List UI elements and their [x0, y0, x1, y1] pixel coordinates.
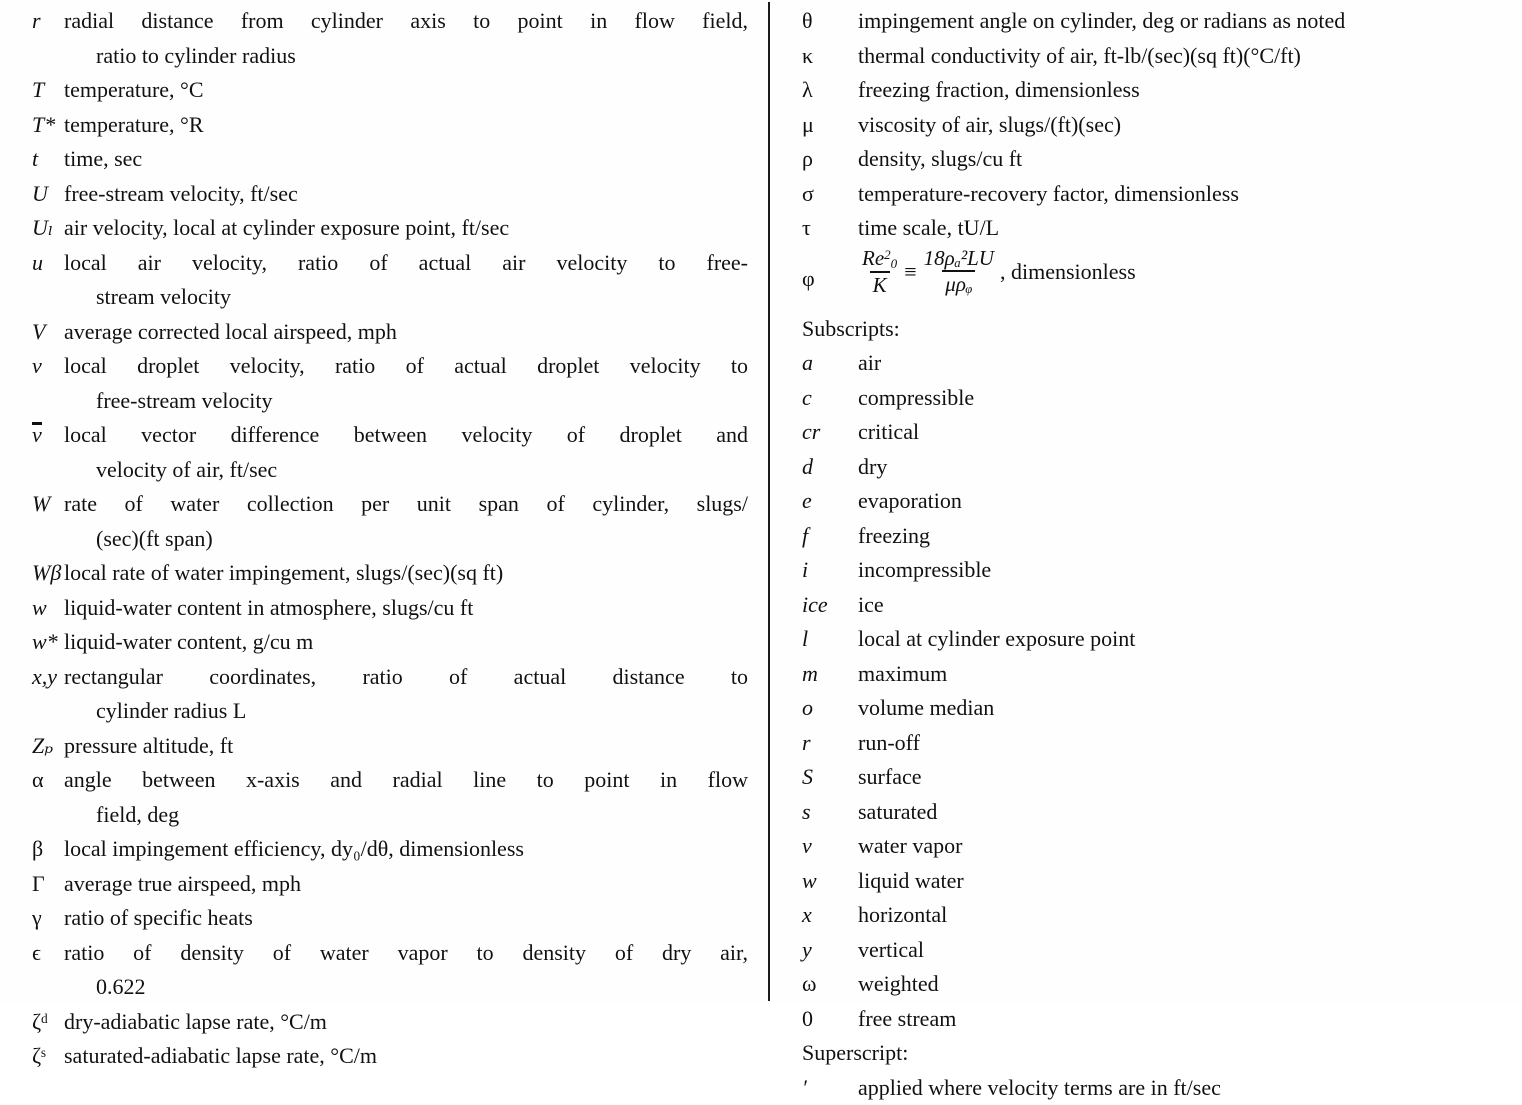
definition [856, 864, 1522, 899]
symbol: U [0, 177, 62, 212]
definition-line: (sec)(ft span) [64, 522, 748, 557]
definition-line: viscosity of air, slugs/(ft)(sec) [858, 108, 1512, 143]
subscript-entry [794, 795, 1522, 830]
fraction-denominator: μρᵩ [942, 270, 975, 295]
definition-line: liquid-water content in atmosphere, slugs/cu ft [64, 591, 748, 626]
symbol: T [0, 73, 62, 108]
superscript-entry [794, 1071, 1522, 1105]
definition [856, 381, 1522, 416]
symbol: t [0, 142, 62, 177]
symbol: d [794, 450, 856, 485]
definition-line: ratio to cylinder radius [64, 39, 748, 74]
definition [856, 657, 1522, 692]
definition-line: time, sec [64, 142, 748, 177]
symbol: V [0, 315, 62, 350]
nomenclature-entry-phi [794, 246, 1522, 312]
definition-line: 0.622 [64, 970, 748, 1005]
definition [856, 898, 1522, 933]
nomenclature-entry [794, 4, 1522, 39]
definition-formula [856, 246, 1522, 298]
subscript-0: 0 [891, 255, 898, 270]
symbol: v [794, 829, 856, 864]
nomenclature-entry [0, 901, 768, 936]
definition [856, 39, 1522, 74]
definition-line: dry [858, 450, 1512, 485]
definition [856, 142, 1522, 177]
definition [62, 4, 768, 73]
symbol: f [794, 519, 856, 554]
definition-line: velocity of air, ft/sec [64, 453, 748, 488]
definition [856, 177, 1522, 212]
reynolds-over-k-fraction [859, 247, 900, 297]
definition-line: dry-adiabatic lapse rate, °C/m [64, 1005, 748, 1040]
definition-line: compressible [858, 381, 1512, 416]
symbol: u [0, 246, 62, 281]
definition [62, 177, 768, 212]
symbol: T* [0, 108, 62, 143]
subscript-entry [794, 1002, 1522, 1037]
symbol-vector-v: v [0, 418, 62, 453]
symbol: ω [794, 967, 856, 1002]
definition-line: local at cylinder exposure point [858, 622, 1512, 657]
definition-line: incompressible [858, 553, 1512, 588]
definition [62, 349, 768, 418]
symbol: r [0, 4, 62, 39]
definition [62, 315, 768, 350]
definition [856, 553, 1522, 588]
subscript-entry [794, 864, 1522, 899]
definition-line: ratio of density of water vapor to density of dry air, [64, 936, 748, 971]
nomenclature-entry [0, 4, 768, 73]
subscript-entry [794, 933, 1522, 968]
definition-line: evaporation [858, 484, 1512, 519]
definition [856, 622, 1522, 657]
symbol: v [0, 349, 62, 384]
definition [62, 418, 768, 487]
nomenclature-entry [0, 936, 768, 1005]
definition [856, 211, 1522, 246]
subscript-entry [794, 346, 1522, 381]
nomenclature-entry [0, 73, 768, 108]
definition [62, 591, 768, 626]
nomenclature-entry [0, 1005, 768, 1040]
symbol: τ [794, 211, 856, 246]
definition [856, 588, 1522, 623]
definition-line: radial distance from cylinder axis to point in flow field, [64, 4, 748, 39]
subscript-entry [794, 622, 1522, 657]
symbol: θ [794, 4, 856, 39]
symbol: ϵ [0, 936, 62, 971]
definition [62, 625, 768, 660]
definition [856, 967, 1522, 1002]
symbol: y [794, 933, 856, 968]
definition-line: local air velocity, ratio of actual air velocity to free- [64, 246, 748, 281]
symbol: γ [0, 901, 62, 936]
definition-line: freezing [858, 519, 1512, 554]
symbol: W [0, 487, 62, 522]
definition-line: run-off [858, 726, 1512, 761]
subscript-entry [794, 381, 1522, 416]
formula-tail-text: , dimensionless [998, 260, 1136, 283]
symbol: w [0, 591, 62, 626]
definition-line: freezing fraction, dimensionless [858, 73, 1512, 108]
definition-line: impingement angle on cylinder, deg or radians as noted [858, 4, 1512, 39]
definition-line: ice [858, 588, 1512, 623]
symbol: x [794, 898, 856, 933]
subscript-entry [794, 829, 1522, 864]
definition [856, 346, 1522, 381]
symbol: r [794, 726, 856, 761]
definition [62, 246, 768, 315]
definition [856, 519, 1522, 554]
symbol: β [0, 832, 62, 867]
definition [856, 1002, 1522, 1037]
symbol: m [794, 657, 856, 692]
definition-line: air [858, 346, 1512, 381]
definition-line: free-stream velocity [64, 384, 748, 419]
nomenclature-entry [0, 246, 768, 315]
nomenclature-entry [0, 625, 768, 660]
left-symbol-column [0, 0, 768, 1003]
nomenclature-entry [0, 349, 768, 418]
definition [62, 73, 768, 108]
definition-line: pressure altitude, ft [64, 729, 748, 764]
subscript-entry [794, 484, 1522, 519]
definition-line: vertical [858, 933, 1512, 968]
definition [856, 933, 1522, 968]
nomenclature-entry [0, 487, 768, 556]
definition-line: saturated-adiabatic lapse rate, °C/m [64, 1039, 748, 1074]
nomenclature-entry [0, 832, 768, 867]
subscripts-heading: Subscripts: [794, 312, 1522, 347]
definition [62, 763, 768, 832]
definition [856, 795, 1522, 830]
definition [62, 211, 768, 246]
definition-line: cylinder radius L [64, 694, 748, 729]
definition-line: liquid water [858, 864, 1512, 899]
nomenclature-entry [0, 108, 768, 143]
subscript-entry [794, 760, 1522, 795]
phi-formula [858, 247, 1136, 297]
nomenclature-entry [0, 315, 768, 350]
definition [856, 484, 1522, 519]
definition-line: local droplet velocity, ratio of actual droplet velocity to [64, 349, 748, 384]
definition [856, 691, 1522, 726]
expression-fraction [921, 247, 997, 295]
definition [62, 660, 768, 729]
definition-line: surface [858, 760, 1512, 795]
symbol: Γ [0, 867, 62, 902]
nomenclature-entry [794, 73, 1522, 108]
subscript-entry [794, 691, 1522, 726]
subscript-entry [794, 726, 1522, 761]
definition-line: stream velocity [64, 280, 748, 315]
definition [62, 487, 768, 556]
definition-line: applied where velocity terms are in ft/sec [858, 1071, 1512, 1105]
subscript-entry [794, 657, 1522, 692]
nomenclature-entry [0, 211, 768, 246]
subscript-entry [794, 519, 1522, 554]
nomenclature-entry [0, 177, 768, 212]
definition [62, 936, 768, 1005]
definition [62, 1005, 768, 1040]
symbol: ice [794, 588, 856, 623]
definition-line: field, deg [64, 798, 748, 833]
nomenclature-entry [0, 418, 768, 487]
definition-line: local rate of water impingement, slugs/(sec)(sq ft) [64, 556, 748, 591]
symbol-prime: ′ [794, 1071, 856, 1105]
symbol: w* [0, 625, 62, 660]
definition-line: density, slugs/cu ft [858, 142, 1512, 177]
definition [62, 901, 768, 936]
symbol: w [794, 864, 856, 899]
symbol: ζᵈ [0, 1005, 62, 1040]
definition-line: average corrected local airspeed, mph [64, 315, 748, 350]
nomenclature-entry [0, 763, 768, 832]
fraction-numerator: 18ρₐ²LU [921, 247, 997, 270]
symbol: s [794, 795, 856, 830]
symbol: φ [794, 246, 856, 312]
definition-line: temperature, °R [64, 108, 748, 143]
nomenclature-entry [794, 177, 1522, 212]
symbol: α [0, 763, 62, 798]
definition-line: free stream [858, 1002, 1512, 1037]
definition-line: time scale, tU/L [858, 211, 1512, 246]
symbol: κ [794, 39, 856, 74]
subscript-entry [794, 553, 1522, 588]
definition [62, 1039, 768, 1074]
definition-line: critical [858, 415, 1512, 450]
definition-line: air velocity, local at cylinder exposure point, ft/sec [64, 211, 748, 246]
definition-line: ratio of specific heats [64, 901, 748, 936]
symbol: i [794, 553, 856, 588]
right-symbol-column [768, 0, 1522, 1003]
definition-line: local impingement efficiency, dy₀/dθ, dimensionless [64, 832, 748, 867]
symbol: l [794, 622, 856, 657]
symbol: Zₚ [0, 729, 62, 764]
nomenclature-entry [0, 142, 768, 177]
definition-line: saturated [858, 795, 1512, 830]
nomenclature-entry [794, 108, 1522, 143]
nomenclature-entry [794, 39, 1522, 74]
definition [62, 729, 768, 764]
symbol: S [794, 760, 856, 795]
nomenclature-entry [0, 867, 768, 902]
symbol: λ [794, 73, 856, 108]
subscript-entry [794, 415, 1522, 450]
definition [856, 4, 1522, 39]
nomenclature-entry [794, 211, 1522, 246]
definition [856, 73, 1522, 108]
definition [62, 142, 768, 177]
definition [856, 1071, 1522, 1105]
definition-line: weighted [858, 967, 1512, 1002]
symbol: μ [794, 108, 856, 143]
nomenclature-entry [0, 591, 768, 626]
definition [62, 556, 768, 591]
definition [856, 450, 1522, 485]
symbol: o [794, 691, 856, 726]
nomenclature-entry [0, 729, 768, 764]
symbol: c [794, 381, 856, 416]
definition-line: liquid-water content, g/cu m [64, 625, 748, 660]
subscript-entry [794, 450, 1522, 485]
symbol: a [794, 346, 856, 381]
fraction-numerator: $Re^2_0$ [859, 247, 900, 272]
superscript-heading: Superscript: [794, 1036, 1522, 1071]
nomenclature-entry [0, 556, 768, 591]
definition-line: water vapor [858, 829, 1512, 864]
definition-line: free-stream velocity, ft/sec [64, 177, 748, 212]
definition [856, 415, 1522, 450]
definition-line: temperature, °C [64, 73, 748, 108]
definition-line: average true airspeed, mph [64, 867, 748, 902]
nomenclature-entry [0, 660, 768, 729]
definition [62, 108, 768, 143]
symbol: e [794, 484, 856, 519]
subscript-entry [794, 898, 1522, 933]
symbol: x,y [0, 660, 62, 695]
definition-line: volume median [858, 691, 1512, 726]
definition-line: local vector difference between velocity of droplet and [64, 418, 748, 453]
superscript-2: 2 [884, 247, 891, 262]
identity-operator: ≡ [901, 260, 919, 283]
symbol: 0 [794, 1002, 856, 1037]
symbol: ρ [794, 142, 856, 177]
symbol: σ [794, 177, 856, 212]
fraction-denominator: K [870, 271, 890, 296]
definition-line: temperature-recovery factor, dimensionless [858, 177, 1512, 212]
symbol: cr [794, 415, 856, 450]
definition [62, 832, 768, 867]
definition [856, 726, 1522, 761]
subscript-entry [794, 967, 1522, 1002]
definition-line: angle between x-axis and radial line to point in flow [64, 763, 748, 798]
definition-line: rate of water collection per unit span of cylinder, slugs/ [64, 487, 748, 522]
definition-line: maximum [858, 657, 1512, 692]
definition [62, 867, 768, 902]
symbol: Wβ [0, 556, 62, 591]
definition [856, 829, 1522, 864]
definition-line: horizontal [858, 898, 1512, 933]
definition-line: rectangular coordinates, ratio of actual distance to [64, 660, 748, 695]
subscript-entry [794, 588, 1522, 623]
symbol: Uₗ [0, 211, 62, 246]
symbol: ζˢ [0, 1039, 62, 1074]
definition [856, 108, 1522, 143]
nomenclature-entry [0, 1039, 768, 1074]
nomenclature-entry [794, 142, 1522, 177]
definition [856, 760, 1522, 795]
definition-line: thermal conductivity of air, ft-lb/(sec)(sq ft)(°C/ft) [858, 39, 1512, 74]
